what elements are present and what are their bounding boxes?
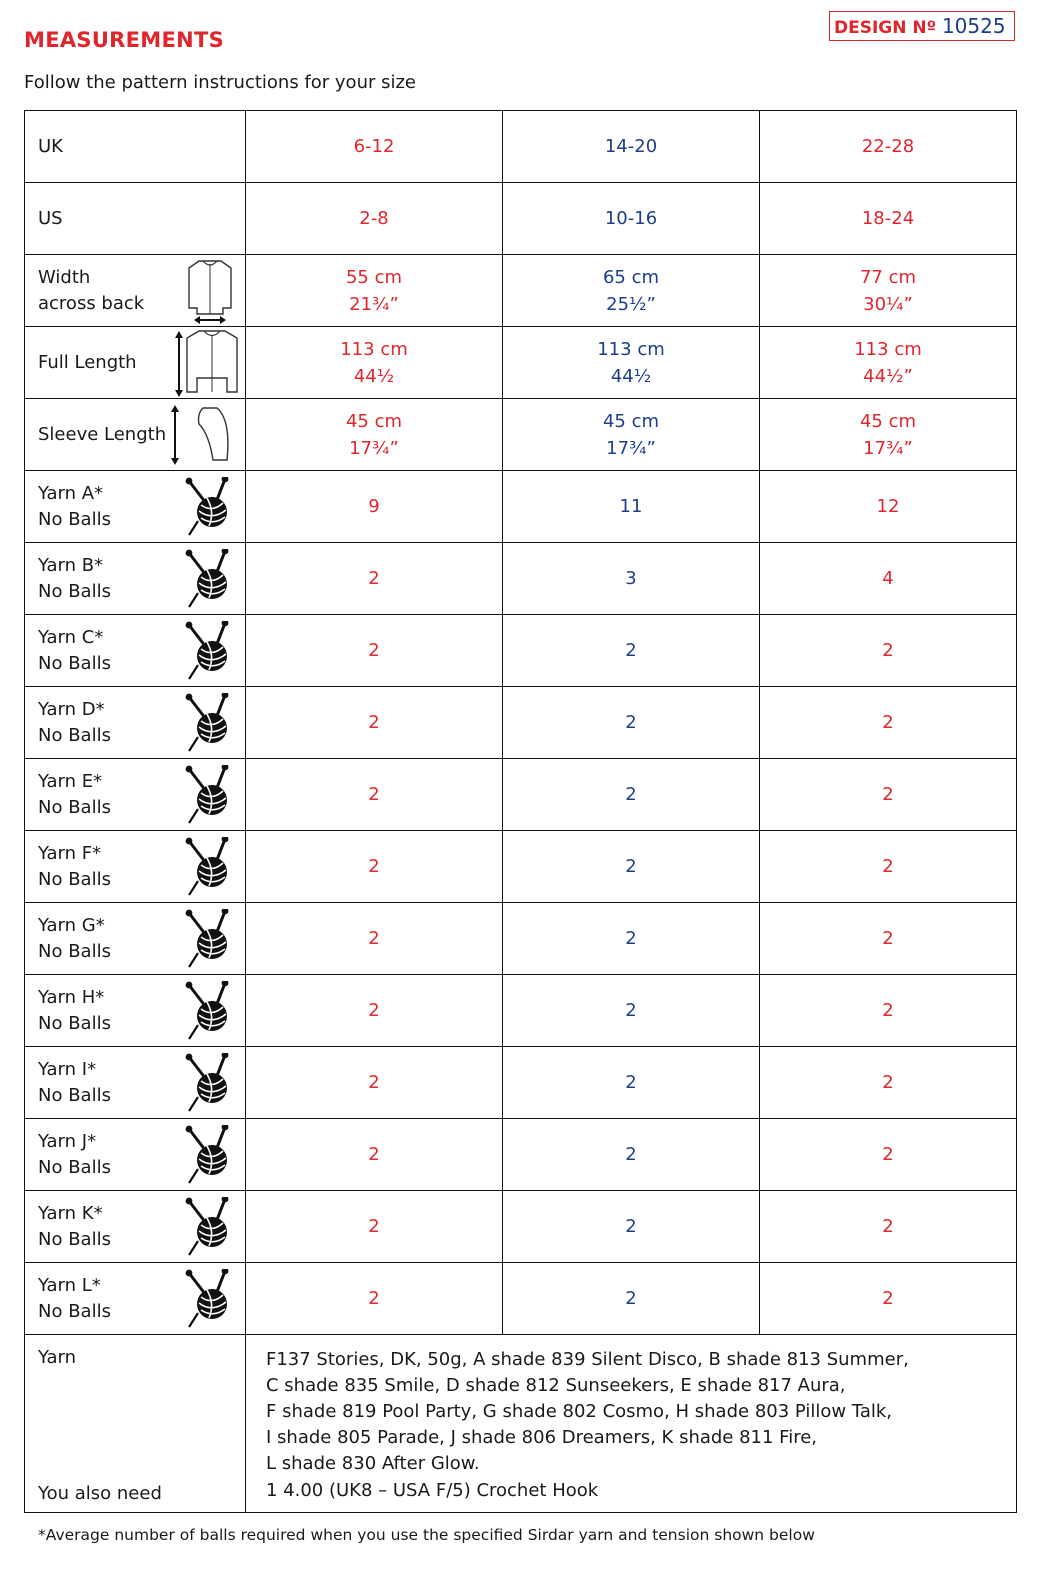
row-label xyxy=(25,111,246,183)
value-line: 44½” xyxy=(863,365,913,387)
value-line: 2 xyxy=(625,1288,637,1309)
size-col-3-value xyxy=(760,831,1017,903)
row-label-line: across back xyxy=(38,292,145,314)
row-label-line: Yarn I* xyxy=(38,1058,97,1080)
value-line: 30¼” xyxy=(863,293,913,315)
value-line: 2 xyxy=(625,1072,637,1093)
value-line: 3 xyxy=(625,568,637,589)
value-line: 44½ xyxy=(353,365,395,387)
row-label xyxy=(25,327,246,399)
size-col-3-value xyxy=(760,615,1017,687)
value-line: 2 xyxy=(368,1000,380,1021)
also-need-value: 1 4.00 (UK8 – USA F/5) Crochet Hook xyxy=(266,1480,599,1501)
yarn-description-line: C shade 835 Smile, D shade 812 Sunseekers, E shade 817 Aura, xyxy=(266,1375,846,1396)
size-col-1-value xyxy=(246,759,503,831)
value-line: 55 cm xyxy=(345,266,403,288)
row-label-line: No Balls xyxy=(38,1228,111,1250)
size-col-2-value xyxy=(503,183,760,255)
row-label-line: Yarn G* xyxy=(38,914,105,936)
value-line: 18-24 xyxy=(861,208,915,229)
row-label xyxy=(25,1047,246,1119)
size-col-3-value xyxy=(760,1191,1017,1263)
value-line: 113 cm xyxy=(854,338,922,360)
size-col-1-value xyxy=(246,1119,503,1191)
row-label-line: Yarn H* xyxy=(38,986,105,1008)
size-col-2-value xyxy=(503,1047,760,1119)
size-col-1-value xyxy=(246,831,503,903)
table-row xyxy=(25,1119,1017,1191)
value-line: 2 xyxy=(882,1144,894,1165)
value-line: 17¾” xyxy=(349,437,399,459)
size-col-3-value xyxy=(760,687,1017,759)
size-col-1-value xyxy=(246,1191,503,1263)
row-label-line: Sleeve Length xyxy=(38,423,167,445)
row-label-line: Yarn A* xyxy=(38,482,104,504)
row-label-line: No Balls xyxy=(38,796,111,818)
size-col-2-value xyxy=(503,471,760,543)
value-line: 6-12 xyxy=(353,136,395,157)
size-col-3-value xyxy=(760,399,1017,471)
row-label xyxy=(25,831,246,903)
measurements-table-body xyxy=(25,111,1017,1513)
value-line: 2 xyxy=(368,1288,380,1309)
size-col-1-value xyxy=(246,255,503,327)
row-label-line: Width xyxy=(38,266,91,288)
size-col-3-value xyxy=(760,903,1017,975)
value-line: 2 xyxy=(368,568,380,589)
value-line: 4 xyxy=(882,568,894,589)
size-col-1-value xyxy=(246,327,503,399)
row-label xyxy=(25,543,246,615)
row-label-line: Yarn C* xyxy=(38,626,104,648)
value-line: 2 xyxy=(882,1216,894,1237)
row-label-line: No Balls xyxy=(38,652,111,674)
yarn-label: Yarn xyxy=(38,1347,77,1368)
row-label xyxy=(25,399,246,471)
size-col-3-value xyxy=(760,543,1017,615)
also-need-label: You also need xyxy=(38,1483,162,1504)
table-row xyxy=(25,759,1017,831)
size-col-1-value xyxy=(246,615,503,687)
table-row xyxy=(25,975,1017,1047)
row-label-line: No Balls xyxy=(38,1012,111,1034)
row-label xyxy=(25,255,246,327)
row-label-line: US xyxy=(38,207,63,229)
row-label-line: No Balls xyxy=(38,940,111,962)
value-line: 65 cm xyxy=(602,266,660,288)
row-label-line: Yarn J* xyxy=(38,1130,97,1152)
size-col-1-value xyxy=(246,111,503,183)
row-label xyxy=(25,183,246,255)
size-col-1-value xyxy=(246,543,503,615)
table-row xyxy=(25,255,1017,327)
design-number-box xyxy=(829,11,1015,41)
row-label xyxy=(25,759,246,831)
value-line: 113 cm xyxy=(597,338,665,360)
size-col-1-value xyxy=(246,687,503,759)
yarn-description-line: F137 Stories, DK, 50g, A shade 839 Silent Disco, B shade 813 Summer, xyxy=(266,1349,909,1370)
table-row xyxy=(25,1191,1017,1263)
value-line: 2 xyxy=(368,1144,380,1165)
value-line: 2 xyxy=(625,784,637,805)
size-col-2-value xyxy=(503,399,760,471)
value-line: 2 xyxy=(625,640,637,661)
size-col-3-value xyxy=(760,183,1017,255)
table-row xyxy=(25,831,1017,903)
table-row xyxy=(25,1047,1017,1119)
size-col-2-value xyxy=(503,255,760,327)
size-col-1-value xyxy=(246,975,503,1047)
yarn-info-label-cell xyxy=(25,1335,246,1513)
size-col-2-value xyxy=(503,111,760,183)
value-line: 12 xyxy=(876,496,900,517)
value-line: 2 xyxy=(368,784,380,805)
row-label-line: No Balls xyxy=(38,508,111,530)
row-label xyxy=(25,1119,246,1191)
value-line: 2 xyxy=(882,1288,894,1309)
row-label-line: Yarn F* xyxy=(38,842,102,864)
value-line: 2 xyxy=(368,1216,380,1237)
design-label: DESIGN Nº xyxy=(834,18,937,38)
size-col-2-value xyxy=(503,1191,760,1263)
row-label-line: No Balls xyxy=(38,1084,111,1106)
value-line: 2 xyxy=(882,640,894,661)
value-line: 2 xyxy=(625,1216,637,1237)
row-label-line: UK xyxy=(38,135,63,157)
yarn-description-line: L shade 830 After Glow. xyxy=(266,1453,480,1474)
yarn-description-line: I shade 805 Parade, J shade 806 Dreamers, K shade 811 Fire, xyxy=(266,1427,818,1448)
value-line: 9 xyxy=(368,496,380,517)
size-col-2-value xyxy=(503,615,760,687)
size-col-1-value xyxy=(246,399,503,471)
size-col-2-value xyxy=(503,903,760,975)
value-line: 2 xyxy=(625,1144,637,1165)
value-line: 17¾” xyxy=(863,437,913,459)
value-line: 21¾” xyxy=(349,293,399,315)
row-label-line: Yarn K* xyxy=(38,1202,103,1224)
size-col-1-value xyxy=(246,183,503,255)
value-line: 25½” xyxy=(606,293,656,315)
row-label-line: No Balls xyxy=(38,868,111,890)
size-col-3-value xyxy=(760,975,1017,1047)
row-label-line: No Balls xyxy=(38,1300,111,1322)
value-line: 2 xyxy=(625,856,637,877)
row-label-line: Yarn B* xyxy=(38,554,104,576)
yarn-description-line: F shade 819 Pool Party, G shade 802 Cosmo, H shade 803 Pillow Talk, xyxy=(266,1401,893,1422)
value-line: 77 cm xyxy=(859,266,917,288)
size-col-2-value xyxy=(503,543,760,615)
value-line: 2 xyxy=(882,712,894,733)
measurements-table xyxy=(24,110,1017,1513)
table-row xyxy=(25,615,1017,687)
table-row xyxy=(25,111,1017,183)
footnote: *Average number of balls required when you use the specified Sirdar yarn and tension shown below xyxy=(38,1526,815,1544)
value-line: 2 xyxy=(368,928,380,949)
value-line: 10-16 xyxy=(604,208,658,229)
size-col-3-value xyxy=(760,1119,1017,1191)
size-col-2-value xyxy=(503,687,760,759)
size-col-1-value xyxy=(246,1047,503,1119)
value-line: 2 xyxy=(368,856,380,877)
value-line: 14-20 xyxy=(604,136,658,157)
row-label xyxy=(25,1191,246,1263)
value-line: 45 cm xyxy=(859,410,917,432)
size-col-3-value xyxy=(760,1263,1017,1335)
value-line: 2 xyxy=(625,928,637,949)
row-label xyxy=(25,1263,246,1335)
value-line: 22-28 xyxy=(861,136,915,157)
value-line: 2 xyxy=(882,856,894,877)
row-label xyxy=(25,471,246,543)
value-line: 2 xyxy=(882,784,894,805)
table-row xyxy=(25,543,1017,615)
value-line: 45 cm xyxy=(602,410,660,432)
value-line: 44½ xyxy=(610,365,652,387)
table-row xyxy=(25,183,1017,255)
value-line: 2 xyxy=(368,640,380,661)
table-row xyxy=(25,687,1017,759)
size-col-3-value xyxy=(760,759,1017,831)
table-row xyxy=(25,327,1017,399)
subtitle: Follow the pattern instructions for your size xyxy=(24,72,417,93)
size-col-3-value xyxy=(760,327,1017,399)
row-label xyxy=(25,687,246,759)
yarn-info-row xyxy=(25,1335,1017,1513)
value-line: 2 xyxy=(368,712,380,733)
value-line: 2 xyxy=(368,1072,380,1093)
size-col-3-value xyxy=(760,255,1017,327)
row-label-line: Yarn E* xyxy=(38,770,103,792)
row-label-line: Yarn D* xyxy=(38,698,105,720)
value-line: 2 xyxy=(625,1000,637,1021)
value-line: 2 xyxy=(625,712,637,733)
table-row xyxy=(25,903,1017,975)
table-row xyxy=(25,399,1017,471)
size-col-3-value xyxy=(760,471,1017,543)
size-col-2-value xyxy=(503,759,760,831)
size-col-1-value xyxy=(246,1263,503,1335)
size-col-2-value xyxy=(503,1119,760,1191)
size-col-3-value xyxy=(760,1047,1017,1119)
size-col-2-value xyxy=(503,975,760,1047)
value-line: 2 xyxy=(882,928,894,949)
value-line: 2 xyxy=(882,1000,894,1021)
design-number: 10525 xyxy=(941,14,1006,38)
value-line: 113 cm xyxy=(340,338,408,360)
row-label-line: Yarn L* xyxy=(38,1274,101,1296)
table-row xyxy=(25,1263,1017,1335)
row-label-line: No Balls xyxy=(38,580,111,602)
row-label-line: No Balls xyxy=(38,1156,111,1178)
size-col-2-value xyxy=(503,327,760,399)
value-line: 11 xyxy=(619,496,643,517)
value-line: 2-8 xyxy=(359,208,389,229)
value-line: 45 cm xyxy=(345,410,403,432)
size-col-1-value xyxy=(246,903,503,975)
value-line: 17¾” xyxy=(606,437,656,459)
size-col-2-value xyxy=(503,831,760,903)
value-line: 2 xyxy=(882,1072,894,1093)
page-title: MEASUREMENTS xyxy=(24,28,225,52)
size-col-3-value xyxy=(760,111,1017,183)
yarn-info-text-cell xyxy=(246,1335,1017,1513)
size-col-2-value xyxy=(503,1263,760,1335)
row-label-line: No Balls xyxy=(38,724,111,746)
row-label xyxy=(25,903,246,975)
table-row xyxy=(25,471,1017,543)
row-label xyxy=(25,975,246,1047)
row-label-line: Full Length xyxy=(38,351,137,373)
size-col-1-value xyxy=(246,471,503,543)
row-label xyxy=(25,615,246,687)
